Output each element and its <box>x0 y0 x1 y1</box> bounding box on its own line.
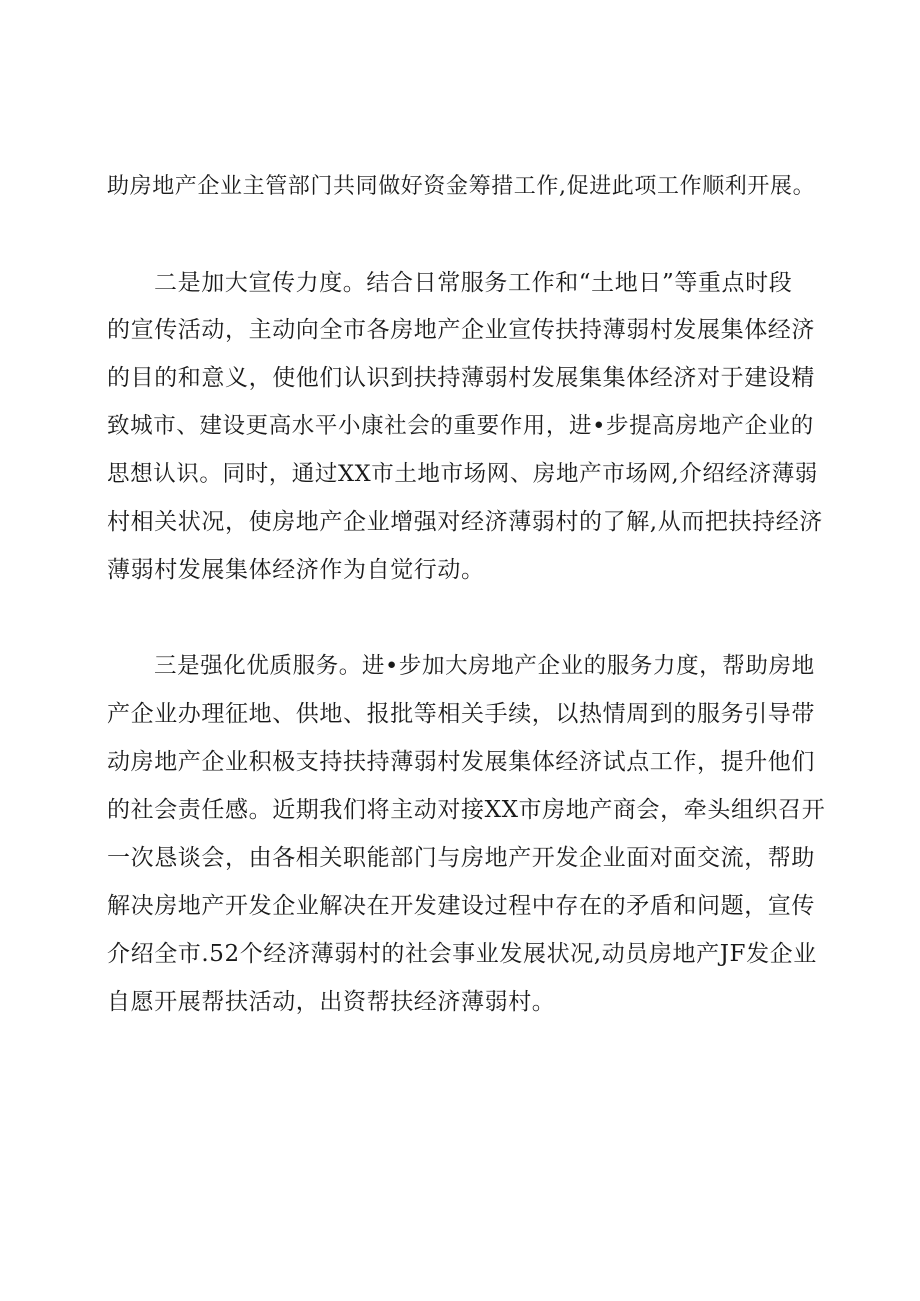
paragraph-3-line-2: 产企业办理征地、供地、报批等相关手续，以热情周到的服务引导带 <box>107 701 815 727</box>
paragraph-3-line-7: 介绍全市.52个经济薄弱村的社会事业发展状况,动员房地产JF发企业 <box>107 941 817 967</box>
paragraph-3-line-6: 解决房地产开发企业解决在开发建设过程中存在的矛盾和问题，宣传 <box>107 893 815 919</box>
paragraph-3-line-8: 自愿开展帮扶活动，出资帮扶经济薄弱村。 <box>107 989 556 1015</box>
paragraph-3-line-3: 动房地产企业积极支持扶持薄弱村发展集体经济试点工作，提升他们 <box>107 749 815 775</box>
paragraph-2-line-7: 薄弱村发展集体经济作为自觉行动。 <box>107 557 485 583</box>
paragraph-2-line-3: 的目的和意义，使他们认识到扶持薄弱村发展集集体经济对于建设精 <box>107 365 815 391</box>
paragraph-3-line-5: 一次恳谈会，由各相关职能部门与房地产开发企业面对面交流，帮助 <box>107 845 815 871</box>
paragraph-2-line-1: 二是加大宣传力度。结合日常服务工作和“土地日”等重点时段 <box>154 270 793 296</box>
paragraph-3-line-1: 三是强化优质服务。进•步加大房地产企业的服务力度，帮助房地 <box>154 653 815 679</box>
paragraph-2-line-4: 致城市、建设更高水平小康社会的重要作用，进•步提高房地产企业的 <box>107 413 814 439</box>
paragraph-3-line-4: 的社会责任感。近期我们将主动对接XX市房地产商会，牵头组织召开 <box>107 797 826 823</box>
paragraph-2-line-5: 思想认识。同时，通过XX市土地市场网、房地产市场网,介绍经济薄弱 <box>107 461 818 487</box>
paragraph-2-line-2: 的宣传活动，主动向全市各房地产企业宣传扶持薄弱村发展集体经济 <box>107 317 815 343</box>
paragraph-2-line-6: 村相关状况，使房地产企业增强对经济薄弱村的了解,从而把扶持经济 <box>107 509 823 535</box>
continuation-line-1: 助房地产企业主管部门共同做好资金筹措工作,促进此项工作顺利开展。 <box>107 174 816 199</box>
